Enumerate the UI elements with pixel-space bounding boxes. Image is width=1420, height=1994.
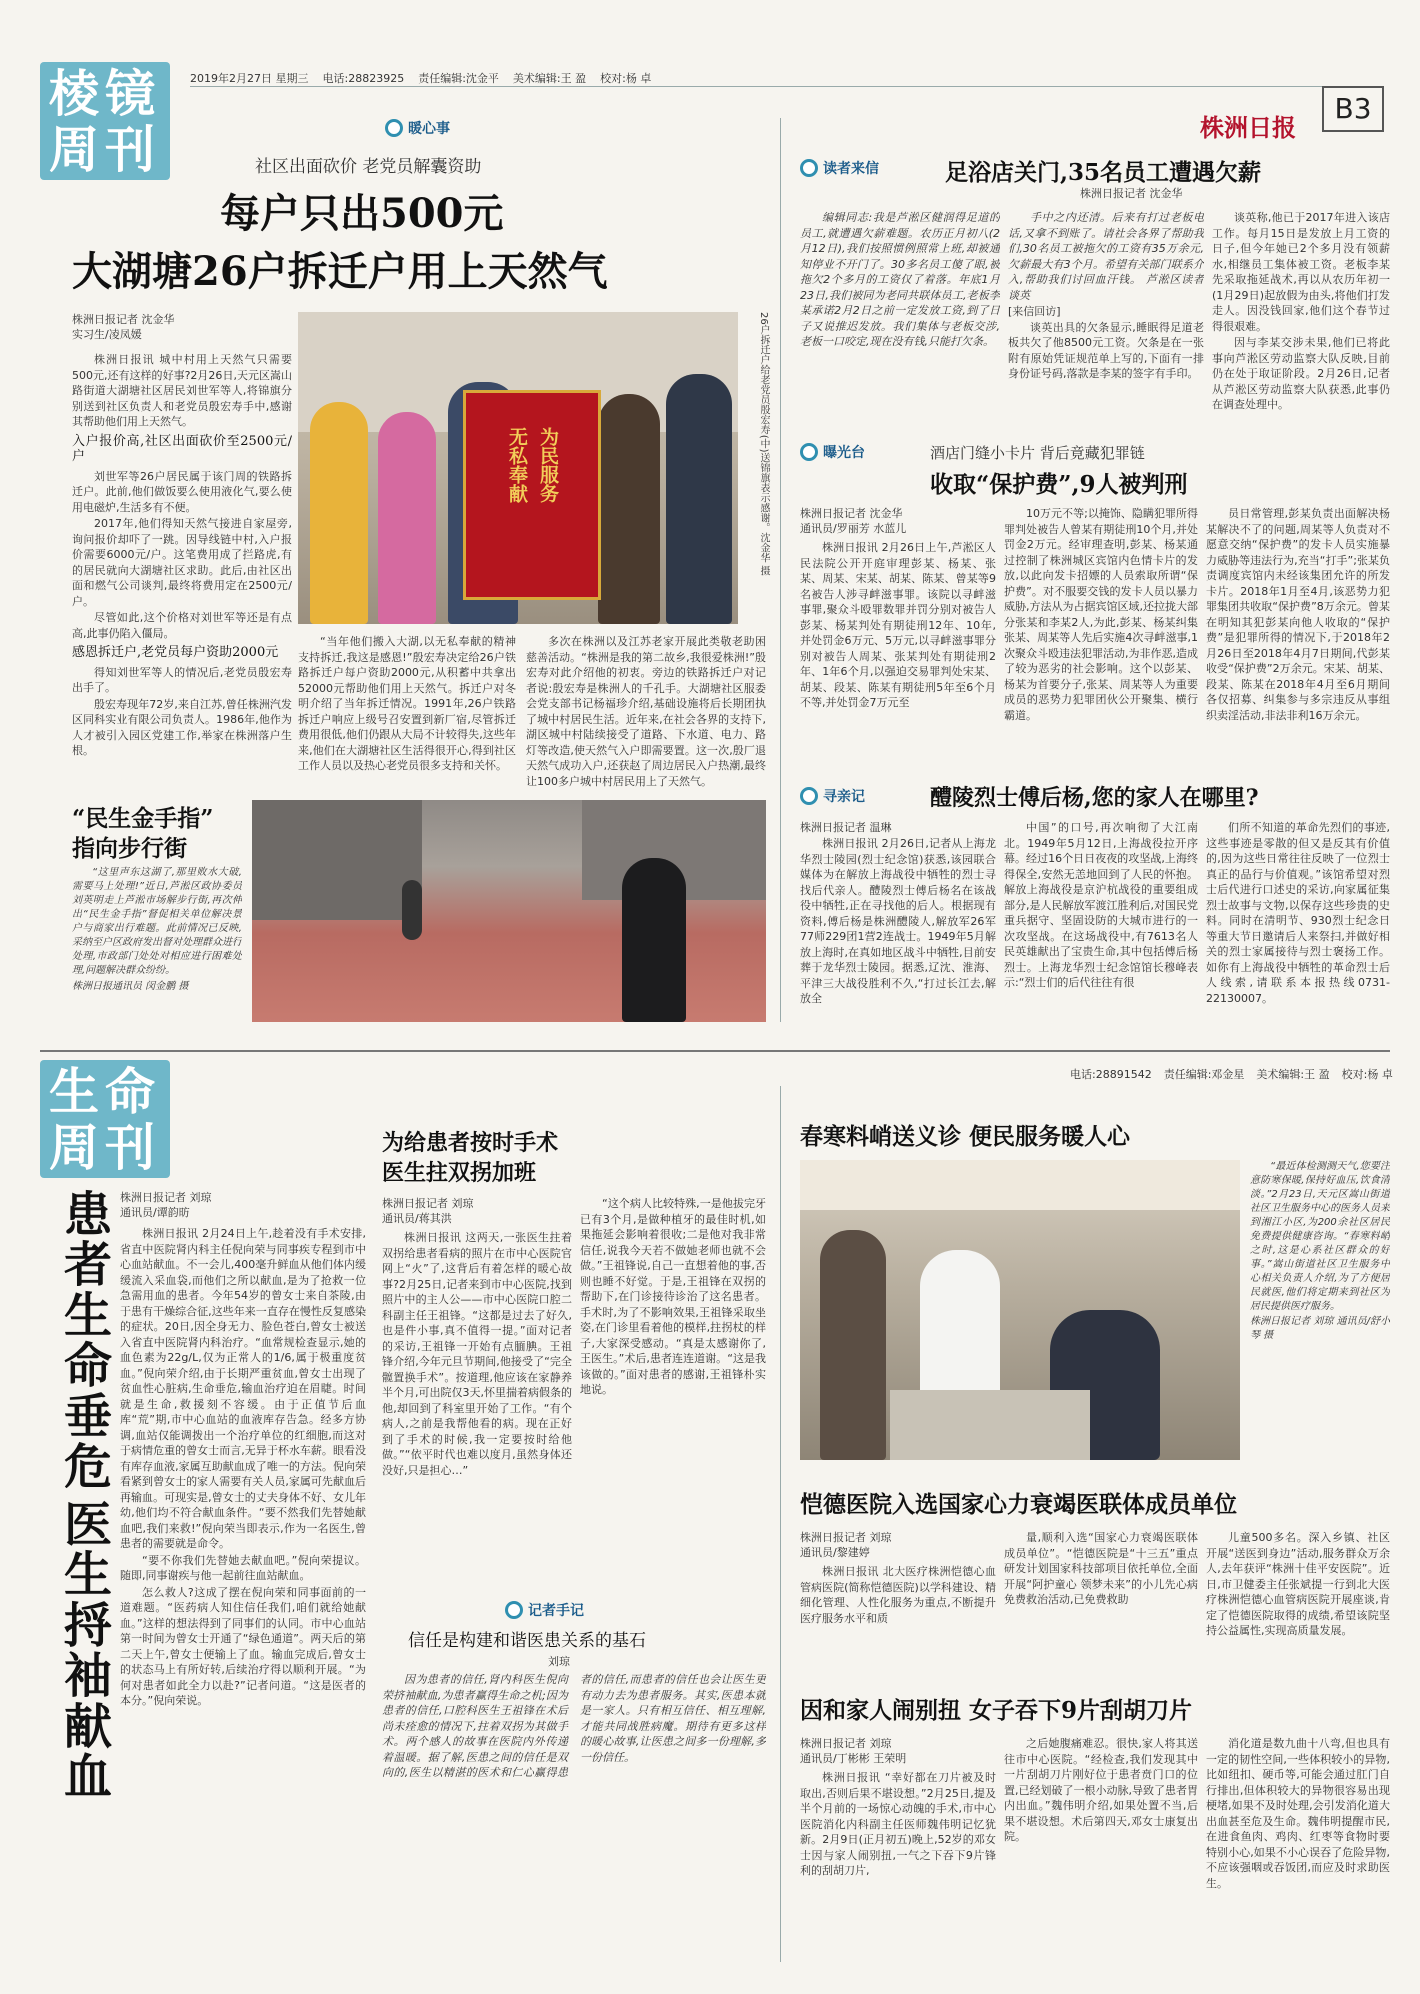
story1b-credit: 株洲日报通讯员 闵金鹏 摄	[72, 981, 189, 992]
story1-col3	[526, 634, 766, 792]
story9-byline-1: 株洲日报记者 刘琼	[800, 1737, 892, 1750]
art-editor-label: 美术编辑:王 盈	[512, 72, 587, 85]
story3-col3	[1206, 506, 1390, 750]
story1b-text	[72, 866, 242, 1022]
proof-label: 校对:杨 卓	[600, 72, 652, 85]
story1-para-5: 殷宏寿现年72岁,来自江苏,曾任株洲汽发区同科实业有限公司负责人。1986年,他作为人才被引入园区党建工作,举家在株洲落户生根。	[72, 697, 292, 757]
story1-byline-2: 实习生/凌凤媛	[72, 328, 142, 341]
story8-byline-1: 株洲日报记者 刘琼	[800, 1531, 892, 1544]
essay-author: 刘琼	[548, 1655, 570, 1668]
essay-text	[382, 1672, 766, 1962]
story1-col2-text: “当年他们搬入大湖,以无私奉献的精神支持拆迁,我这是感恩!”殷宏寿决定给26户铁路拆迁户每户资助2000元,从积蓄中共拿出52000元帮助他们用上天然气。拆迁户对冬明介绍了当年拆迁情况。1991年,26户铁路拆迁户响应上级号召安置到新厂宿,尽管拆迁费用很低,他们仍跟从大局不计较得失,这些年来,他们在大湖塘社区生活得很开心,得到社区工作人员以及热心老党员很多支持和关怀。	[298, 635, 516, 772]
story3-col2-text: 10万元不等;以掩饰、隐瞒犯罪所得罪判处被告人曾某有期徒刑10个月,并处罚金2万元。经审理查明,彭某、杨某通过控制了株洲城区宾馆内色情卡片的发放,以此向发卡招嫖的人员索取所谓“保护费”。对不服要交钱的发卡人员以暴力威胁,方法从为占据宾馆区域,还拉拢大部分张某和李某2人,为此,彭某、杨某纠集张某、周某等人先后实施4次寻衅滋事,1次聚众斗殴违法犯罪活动,为非作恶,造成了较为恶劣的社会影响。这个以彭某、杨某为首要分子,张某、周某等人为重要成员的恶势力犯罪团伙公开聚集、横行霸道。	[1004, 507, 1198, 722]
section-divider	[40, 1050, 1390, 1052]
tag-dot-icon	[800, 443, 818, 461]
paper-logo: 株洲日报	[1200, 113, 1296, 142]
story1-col2	[298, 634, 516, 792]
story2-col3	[1212, 210, 1390, 410]
story6-col2-text: “这个病人比较特殊,一是他拔完牙已有3个月,是做种植牙的最佳时机,如果拖延会影响着很收;二是他对我非常信任,说我今天若不做她老师也就不会做。”王祖锋说,自己一直想着他的事,否则也睡不好觉。于是,王祖锋在双拐的帮助下,在门诊接待诊治了这名患者。手术时,为了不影响效果,王祖锋采取坐姿,在门诊里看着他的模样,拄拐杖的样子,大家深受感动。“真是太感谢你了,王医生。”术后,患者连连道谢。“这是我该做的。”面对患者的感谢,王祖锋朴实地说。	[580, 1197, 766, 1396]
person-5	[666, 374, 732, 624]
story3-byline-1: 株洲日报记者 沈金华	[800, 507, 903, 520]
header-line	[190, 70, 651, 86]
story9-col1	[800, 1770, 996, 1962]
editor-label: 责任编辑:沈金平	[418, 72, 499, 85]
story4-col2	[1004, 820, 1198, 1022]
story5-title-1: 患者生命垂危	[63, 1187, 112, 1495]
story6-title-2: 医生拄双拐加班	[382, 1160, 537, 1186]
clinic-roof	[800, 1160, 1240, 1210]
man-pointing	[622, 858, 686, 1022]
street-building	[252, 800, 422, 920]
story8-col1	[800, 1564, 996, 1660]
page-number: B3	[1322, 86, 1384, 132]
story9-col3-text: 消化道是数九曲十八弯,但也具有一定的韧性空间,一些体积较小的异物,比如纽扣、硬币等,可能会通过肛门自行排出,但体积较大的异物很容易出现梗堵,如果不及时处理,会引发消化道大出血甚至危及生命。魏伟明提醒市民,在进食鱼肉、鸡肉、红枣等食物时要特别小心,如果不小心误吞了危险异物,不应该强咽或吞饭团,而应及时求助医生。	[1206, 1737, 1390, 1890]
story9-col2-text: 之后她腹痛难忍。很快,家人将其送往市中心医院。“经检查,我们发现其中一片刮胡刀片刚好位于患者贲门口的位置,已经划破了一根小动脉,导致了患者胃内出血。”魏伟明介绍,如果处置不当,后果不堪设想。术后第四天,邓女士康复出院。	[1004, 1737, 1198, 1843]
section2-header-line	[1070, 1066, 1393, 1082]
story3-col2	[1004, 506, 1198, 750]
story3-col3-text: 员日常管理,彭某负责出面解决杨某解决不了的问题,周某等人负责对不愿意交纳“保护费”的发卡人员实施暴力威胁等违法行为,充当“打手”;张某负责调度宾馆内未经该集团允许的所发卡片。2018年1月至4月,该恶势力犯罪集团共收取“保护费”8万余元。曾某在明知其犯彭某向他人收取的“保护费”是犯罪所得的情况下,于2018年2月26日至2018年4月7日期间,代彭某收受“保护费”2万余元。宋某、胡某、段某、陈某在2018年4月至6月期间各仅招募、纠集参与多宗违反从事组织卖淫活动,非法非利16万余元。	[1206, 507, 1390, 722]
story8-col2	[1004, 1530, 1198, 1660]
story2-tag	[800, 158, 879, 178]
story4-tag	[800, 786, 865, 806]
story6-essay-tag	[505, 1600, 584, 1620]
story3-byline	[800, 506, 906, 536]
story1-lede: 株洲日报讯 城中村用上天然气只需要500元,还有这样的好事?2月26日,天元区嵩山路街道大湖塘社区居民刘世军等人,将锦旗分别送到社区负责人和老党员殷宏寿手中,感谢其帮助他们用上天然气。	[72, 353, 292, 428]
story3-tag	[800, 442, 865, 462]
section2-phone: 电话:28891542	[1070, 1068, 1152, 1081]
story1-subhead-2: 感恩拆迁户,老党员每户资助2000元	[72, 645, 279, 660]
story1-tag	[385, 118, 450, 138]
story9-col2	[1004, 1736, 1198, 1962]
story3-byline-2: 通讯员/罗丽芳 水蓝儿	[800, 522, 907, 535]
story8-col3	[1206, 1530, 1390, 1660]
story4-col1-text: 株洲日报讯 2月26日,记者从上海龙华烈士陵园(烈士纪念馆)获悉,该园联合媒体为在解放上海战役中牺牲的烈士寻找后代亲人。醴陵烈士傅后杨名在该战役中牺牲,正在寻找他的后人。根据现有资料,傅后杨是株洲醴陵人,解放军26军77师229团1营2连战士。1949年5月解放上海时,在真如地区战斗中牺牲,目前安葬于龙华烈士陵园。据悉,辽沈、淮海、平津三大战役胜利不久,“打过长江去,解放全	[800, 837, 996, 1005]
clinic-photo	[800, 1160, 1240, 1460]
tag-dot-icon	[385, 119, 403, 137]
story2-letter2: 手中之内还清。后来有打过老板电话,又拿不到账了。请社会各界了帮助我们,30名员工被拖欠的工资有35万余元,欠薪最大有3个月。希望有关部门联系介入,帮助我们讨回血汗钱。 芦淞区读者 谈英	[1008, 211, 1204, 302]
story9-col1-text: 株洲日报讯 “幸好都在刀片被及时取出,否则后果不堪设想。”2月25日,提及半个月前的一场惊心动魄的手术,市中心医院消化内科副主任医师魏伟明记忆犹新。2月9日(正月初五)晚上,52岁的邓女士因与家人闹别扭,一气之下吞下9片锋利的刮胡刀片,	[800, 1771, 996, 1877]
story4-col2-text: 中国”的口号,再次响彻了大江南北。1949年5月12日,上海战役拉开序幕。经过16个日日夜夜的攻坚战,上海终得保全,安然无恙地回到了人民的怀抱。解放上海战役是京沪杭战役的重要组成部分,是人民解放军渡江胜利后,对国民党重兵据守、坚固设防的大城市进行的一次攻坚战。在这场战役中,有7613名人民英雄献出了宝贵生命,其中包括傅后杨烈士。上海龙华烈士纪念馆馆长穆峰表示:“烈士们的后代往往有很	[1004, 821, 1198, 989]
story9-byline	[800, 1736, 906, 1766]
story3-tag-text: 曝光台	[823, 445, 865, 461]
story6-byline-2: 通讯员/蒋其洪	[382, 1212, 452, 1225]
section2-editor: 责任编辑:邓金星	[1163, 1068, 1245, 1081]
story4-byline: 株洲日报记者 温琳	[800, 821, 892, 834]
story5-byline	[120, 1190, 212, 1220]
story1-para-3: 尽管如此,这个价格对刘世军等还是有点高,此事仍陷入僵局。	[72, 611, 292, 640]
header-rule	[190, 86, 1370, 87]
essay-body: 因为患者的信任,肾内科医生倪向荣挤袖献血,为患者赢得生命之机;因为患者的信任,口腔科医生王祖锋在术后尚未痊愈的情况下,拄着双拐为其做手术。两个感人的故事在医院内外传递着温暖。据了解,医患之间的信任是双向的,医生以精湛的医术和仁心赢得患者的信任,而患者的信任也会让医生更有动力去为患者服务。其实,医患本就是一家人。只有相互信任、相互理解,才能共同战胜病魔。期待有更多这样的暖心故事,让医患之间多一份理解,多一份信任。	[382, 1673, 766, 1779]
story1b-text-body: “这里声东这湖了,那里败水大破,需要马上处理!”近日,芦淞区政协委员刘英明走上芦淞市场解步行街,再次伸出“民生金手指”督促相关单位解决景户与商家出行难题。此前情况已反映,采纳至户区政府发出督对处理群众进行处理,市政部门处处对相应进行困难处理,问题解决群众纷纷。	[72, 867, 242, 976]
story5-text-2: “要不你我们先替她去献血吧。”倪向荣提议。随即,同事谢疾与他一起前往血站献血。	[120, 1553, 366, 1582]
section2-art-editor: 美术编辑:王 盈	[1256, 1068, 1330, 1081]
story4-tag-text: 寻亲记	[823, 789, 865, 805]
section-label-lengjing	[40, 62, 170, 180]
story3-title: 收取“保护费”,9人被判刑	[930, 471, 1188, 498]
story6-byline-1: 株洲日报记者 刘琼	[382, 1197, 474, 1210]
story1-para-1: 刘世军等26户居民属于该门周的铁路拆迁户。此前,他们做饭要么使用液化气,要么使用电磁炉,生活多有不便。	[72, 469, 292, 514]
story1-byline-1: 株洲日报记者 沈金华	[72, 313, 175, 326]
story1b-title-1: “民生金手指”	[72, 805, 214, 832]
story1b-title-2: 指向步行街	[72, 835, 187, 862]
story4-col3	[1206, 820, 1390, 1022]
story2-col3b-text: 因与李某交涉未果,他们已将此事向芦淞区劳动监察大队反映,目前仍在处于取证阶段。2月26日,记者从芦淞区劳动监察大队获悉,此事仍在调查处理中。	[1212, 336, 1390, 410]
story6-col2	[580, 1196, 766, 1590]
story8-byline-2: 通讯员/黎建婷	[800, 1546, 870, 1559]
story1-col3-text: 多次在株洲以及江苏老家开展此类敬老助困慈善活动。“株洲是我的第二故乡,我很爱株洲!”殷宏寿对此介绍他的初衷。旁边的铁路拆迁户对记者说:殷宏寿是株洲人的千孔手。大湖塘社区服委会党支部书记杨福珍介绍,基础设施将后长期团执了城中村居民生活。近年来,在社会各界的支持下,湖区城中村陆续接受了道路、下水道、电力、路灯等改造,使天然气入户即需要置。这一次,殷厂退天然气成功入户,还获赵了周边居民入户热潮,最终让100多户城中村居民用上了天然气。	[526, 635, 766, 788]
story8-col2-text: 量,顺利入选“国家心力衰竭医联体成员单位”。“恺德医院是“十三五”重点研发计划国家科技部项目依托单位,全面开展“阿护童心 领梦未来”的小儿先心病免费救治活动,已免费救助	[1004, 1531, 1198, 1606]
doctor-figure	[920, 1250, 1000, 1410]
story1-para-4: 得知刘世军等人的情况后,老党员殷宏寿出手了。	[72, 665, 292, 694]
vertical-divider-top	[780, 118, 781, 1022]
section2-label-text: 生命周刊	[49, 1062, 161, 1177]
story8-byline	[800, 1530, 892, 1560]
story2-title: 足浴店关门,35名员工遭遇欠薪	[945, 159, 1262, 186]
section-label-text: 棱镜周刊	[49, 64, 161, 179]
person-4	[598, 394, 660, 624]
story1-para-2: 2017年,他们得知天然气接进自家屋旁,询问报价却吓了一跳。因导线链中村,入户报价需要6000元/户。这笔费用成了拦路虎,有的居民就向大湖塘社区求助。此后,由社区出面和燃气公司谈判,最终将费用定在2500元/户。	[72, 517, 292, 608]
story8-title: 恺德医院入选国家心力衰竭医联体成员单位	[800, 1491, 1237, 1518]
tag-dot-icon	[800, 159, 818, 177]
street-photo	[252, 800, 766, 1022]
story3-col1	[800, 540, 996, 750]
story2-col2	[1008, 210, 1204, 410]
essay-title: 信任是构建和谐医患关系的基石	[408, 1631, 646, 1651]
story9-byline-2: 通讯员/丁彬彬 王荣明	[800, 1752, 907, 1765]
story2-tag-text: 读者来信	[823, 161, 879, 177]
story2-reply-head: [来信回访]	[1008, 305, 1061, 318]
story6-col1	[382, 1230, 572, 1590]
date-line: 2019年2月27日 星期三	[190, 72, 309, 85]
story2-byline: 株洲日报记者 沈金华	[1080, 187, 1183, 200]
banner-text-1: 为民服务	[537, 427, 559, 503]
story2-col1	[800, 210, 1000, 410]
story5-col1	[120, 1226, 366, 1956]
story1-title-1: 每户只出500元	[220, 190, 504, 237]
story1-col1	[72, 352, 292, 792]
story2-letter: 编辑同志:我是芦淞区健润得足道的员工,就遭遇欠薪难题。农历正月初八(2月12日),我们按照惯例照常上班,却被通知停业不开门了。30多名员工傻了眼,被拖欠2个多月的工资仅了着落。年底1月23日,我们被同为老同共联体员工,老板李某承诺2月2日之前一定发放工资,到了日子又说推迟发放。我们集体与老板交涉,老板一口咬定,现在没有钱,只能打欠条。	[800, 211, 1000, 348]
story1-tag-text: 暖心事	[408, 121, 450, 137]
tag-dot-icon	[505, 1601, 523, 1619]
story6-title-1: 为给患者按时手术	[382, 1130, 559, 1156]
story1-photo	[298, 312, 738, 624]
banner-text-2: 无私奉献	[506, 427, 528, 503]
story9-title: 因和家人闹别扭 女子吞下9片刮胡刀片	[800, 1697, 1193, 1724]
story1-byline	[72, 312, 175, 342]
section2-proof: 校对:杨 卓	[1341, 1068, 1393, 1081]
story8-col3-text: 儿童500多名。深入乡镇、社区开展“送医到身边”活动,服务群众万余人,去年获评“株洲十佳平安医院”。近日,市卫健委主任张斌提一行到北大医疗株洲恺德心血管病医院开展座谈,肯定了恺德医院取得的成绩,希望该院坚持公益属性,实现高质量发展。	[1206, 1531, 1390, 1637]
story5-byline-2: 通讯员/谭韵昉	[120, 1206, 190, 1219]
story1-subhead-1: 入户报价高,社区出面砍价至2500元/户	[72, 433, 292, 464]
story3-kicker: 酒店门缝小卡片 背后竟藏犯罪链	[930, 444, 1145, 462]
story2-col3-text: 谈英称,他已于2017年进入该店工作。每月15日是发放上月工资的日子,但今年她已2个多月没有领薪水,相继员工集体被工资。老板李某先采取拖延战术,再以从农历年初一(1月29日)起放假为由头,将他们打发走人。因没钱回家,他们这个春节过得很艰难。	[1212, 211, 1390, 333]
story5-text-3: 怎么救人?这成了摆在倪向荣和同事面前的一道难题。“医药病人知住信任我们,咱们就给她献血。”这样的想法得到了同事们的认同。市中心血站第一时间为曾女士开通了“绿色通道”。两天后的第二天上午,曾女士便输上了血。输血完成后,曾女士的状态马上有所好转,后续治疗得以顺利开展。“为何对患者如此全力以赴?”记者问道。“这是医者的本分。”倪向荣说。	[120, 1585, 366, 1707]
story5-title-2: 医生捋袖献血	[63, 1497, 112, 1805]
story7-caption-text: “最近体检测测天气,您要注意防寒保暖,保持好血压,饮食清淡。”2月23日,天元区嵩山街道社区卫生服务中心的医务人员来到湘江小区,为200余社区居民免费提供健康咨询。“春寒料峭之时,这是心系社区群众的好事。”嵩山街道社区卫生服务中心相关负责人介绍,为了方便居民就医,他们将定期来到社区为居民提供医疗服务。	[1250, 1161, 1390, 1312]
essay-tag-text: 记者手记	[528, 1603, 584, 1619]
elderly-woman	[820, 1230, 886, 1460]
vertical-divider-bottom	[780, 1086, 781, 1962]
story7-credit: 株洲日报记者 刘琼 通讯员/舒小琴 摄	[1250, 1316, 1390, 1341]
story4-col3-text: 们所不知道的革命先烈们的事迹,这些事迹是零散的但又是反其有价值的,因为这些日常往往反映了一位烈士真正的品行与价值观。”该馆希望对烈士后代进行口述史的采访,向家属征集烈士故事与文物,以保存这些珍贵的史料。同时在清明节、930烈士纪念日等重大节日邀请后人来祭扫,并做好相关的烈士家属接待与烈士褒扬工作。如你有上海战役中牺牲的革命烈士后人线索,请联系本报热线0731-22130007。	[1206, 821, 1390, 1005]
story7-caption	[1250, 1160, 1390, 1460]
story1-kicker: 社区出面砍价 老党员解囊资助	[255, 157, 482, 177]
story5-byline-1: 株洲日报记者 刘琼	[120, 1191, 212, 1204]
phone-label: 电话:28823925	[322, 72, 405, 85]
table	[890, 1390, 1090, 1460]
award-banner	[463, 390, 601, 600]
story1-title-2: 大湖塘26户拆迁户用上天然气	[72, 248, 608, 295]
person-2	[378, 412, 436, 624]
story9-col3	[1206, 1736, 1390, 1962]
story3-col1-text: 株洲日报讯 2月26日上午,芦淞区人民法院公开开庭审理彭某、杨某、张某、周某、宋某、胡某、陈某、曾某等9名被告人涉寻衅滋事罪。该院以寻衅滋事罪,聚众斗殴罪数罪并罚分别对被告人彭某、杨某判处有期徒刑12年、10年,并处罚金6万元、5万元,以寻衅滋事罪分别对被告人周某、张某判处有期徒刑2年、1年6个月,以强迫交易罪判处宋某、胡某、段某、陈某有期徒刑5年至6个月不等,并处罚金7万元至	[800, 541, 996, 709]
story2-reply: 谈英出具的欠条显示,睡眠得足道老板共欠了他8500元工资。欠条是在一张附有原始凭证规范单上写的,下面有一排身份证号码,落款是李某的签字有手印。	[1008, 320, 1204, 380]
story7-title: 春寒料峭送义诊 便民服务暖人心	[800, 1123, 1131, 1150]
tag-dot-icon	[800, 787, 818, 805]
story4-title: 醴陵烈士傅后杨,您的家人在哪里?	[930, 785, 1259, 811]
story8-col1-text: 株洲日报讯 北大医疗株洲恺德心血管病医院(简称恺德医院)以学科建设、精细化管理、人性化服务为重点,不断提升医疗服务水平和质	[800, 1565, 996, 1625]
pedestrian	[402, 880, 422, 940]
story4-col1	[800, 836, 996, 1022]
story6-byline	[382, 1196, 474, 1226]
story5-text: 株洲日报讯 2月24日上午,趁着没有手术安排,省直中医院肾内科主任倪向荣与同事疾专程到市中心血站献血。不一会儿,400毫升鲜血从他们体内缓缓流入采血袋,而他们之所以献血,是为了抢救一位急需用血的患者。今年54岁的曾女士来自茶陵,由于患有干燥综合征,这些年来一直存在慢性反复感染的症状。20日,因全身无力、脸色苍白,曾女士被送入省直中医院肾内科治疗。“血常规检查显示,她的血色素为22g/L,仅为正常人的1/6,属于极重度贫血。”倪向荣介绍,由于长期严重贫血,曾女士出现了贫血性心脏病,生命垂危,输血治疗迫在眉睫。时间就是生命,救援刻不容缓。由于正值节后血库“荒”期,市中心血站的血液库存告急。经多方协调,血站仅能调拨出一个治疗单位的红细胞,而这对于病情危重的曾女士而言,无异于杯水车薪。眼看没有库存血液,家属互助献血成了唯一的方法。倪向荣看紧到曾女士的家人需要有关人员,家属可先献血后再输血。可现实是,曾女士的丈夫身体不好、女儿年幼,他们均不符合献血条件。“要不然我们先替她献血吧,我们来救!”倪向荣当即表示,作为一名医生,曾患者的需要就是命令。	[120, 1227, 366, 1550]
person-1	[310, 402, 368, 624]
section-label-shengming	[40, 1060, 170, 1178]
story1-photo-caption: 26户拆迁户给老党员殷宏寿(中)送锦旗表示感谢。沈金华 摄	[758, 312, 769, 576]
story6-col1-text: 株洲日报讯 这两天,一张医生拄着双拐给患者看病的照片在市中心医院官网上“火”了,这背后有着怎样的暖心故事?2月25日,记者来到市中心医院,找到照片中的主人公——市中心医院口腔二科副主任王祖锋。“这都是过去了好久,也是件小事,真不值得一提。”面对记者的采访,王祖锋一开始有点腼腆。王祖锋介绍,今年元旦节期间,他接受了“完全髋置换手术”。按道理,他应该在家静养半个月,可出院仅3天,怀里揣着病假条的他,却回到了科室里开始了工作。“有个病人,之前是我帮他看的病。现在正好到了手术的时候,我一定要按时给他做。”“依平时代也难以度月,虽然身体还没好,只是担心…”	[382, 1231, 572, 1477]
